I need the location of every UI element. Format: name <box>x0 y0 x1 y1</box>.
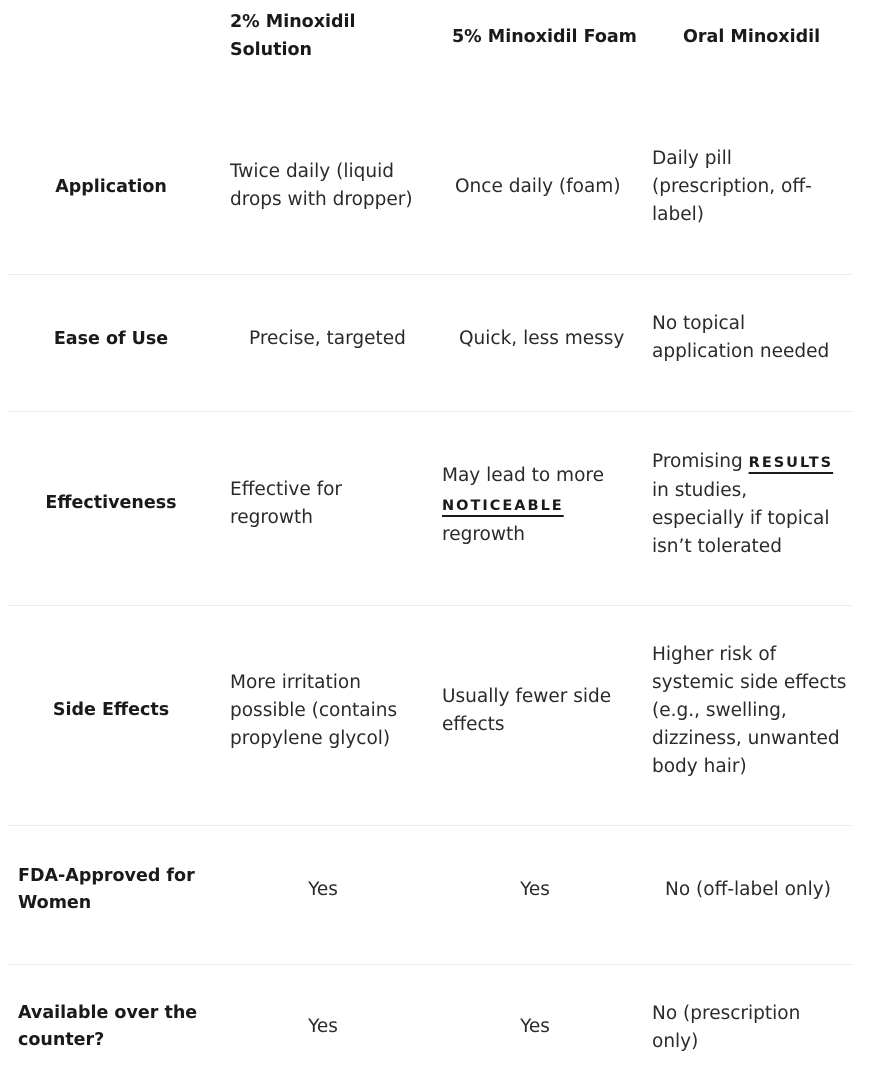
cell-otc-oral: No (prescription only) <box>652 1003 801 1052</box>
column-header-oral: Oral Minoxidil <box>683 27 821 47</box>
row-divider <box>8 964 852 965</box>
row-label-ease-of-use: Ease of Use <box>53 329 169 349</box>
noticeable-link[interactable]: NOTICEABLE <box>442 498 564 514</box>
cell-effectiveness-foam <box>442 462 622 549</box>
cell-otc-foam: Yes <box>520 1016 550 1037</box>
cell-fda-oral: No (off-label only) <box>665 879 831 900</box>
cell-application-foam: Once daily (foam) <box>455 176 621 197</box>
cell-side-effects-oral: Higher risk of systemic side effects (e.g., swelling, dizziness, unwanted body hair) <box>652 644 847 777</box>
cell-application-oral: Daily pill (prescription, off-label) <box>652 148 812 225</box>
cell-side-effects-solution: More irritation possible (contains propylene glycol) <box>230 672 398 749</box>
cell-effectiveness-oral <box>652 448 842 561</box>
cell-text-pre: Promising <box>652 451 743 472</box>
row-label-application: Application <box>55 177 167 197</box>
cell-text-post: regrowth <box>442 524 525 545</box>
column-header-5pct-foam: 5% Minoxidil Foam <box>452 27 637 47</box>
row-divider <box>8 411 852 412</box>
row-divider <box>8 274 852 275</box>
cell-application-solution: Twice daily (liquid drops with dropper) <box>230 161 413 210</box>
row-divider <box>8 605 852 606</box>
cell-side-effects-foam: Usually fewer side effects <box>442 686 612 735</box>
cell-text-pre: May lead to more <box>442 465 604 486</box>
cell-ease-foam: Quick, less messy <box>459 328 625 349</box>
results-link[interactable]: RESULTS <box>748 455 834 471</box>
row-label-side-effects: Side Effects <box>52 700 170 720</box>
row-divider <box>8 825 852 826</box>
row-label-fda-approved: FDA-Approved for Women <box>18 866 195 913</box>
cell-ease-solution: Precise, targeted <box>249 328 406 349</box>
row-label-effectiveness: Effectiveness <box>45 493 177 513</box>
cell-effectiveness-solution: Effective for regrowth <box>230 479 343 528</box>
column-header-2pct-solution: 2% Minoxidil Solution <box>230 12 356 60</box>
cell-fda-foam: Yes <box>520 879 550 900</box>
cell-text-post: in studies, especially if topical isn’t tolerated <box>652 480 830 557</box>
cell-ease-oral: No topical application needed <box>652 313 830 362</box>
cell-fda-solution: Yes <box>308 879 338 900</box>
row-label-otc: Available over the counter? <box>18 1003 198 1050</box>
cell-otc-solution: Yes <box>308 1016 338 1037</box>
